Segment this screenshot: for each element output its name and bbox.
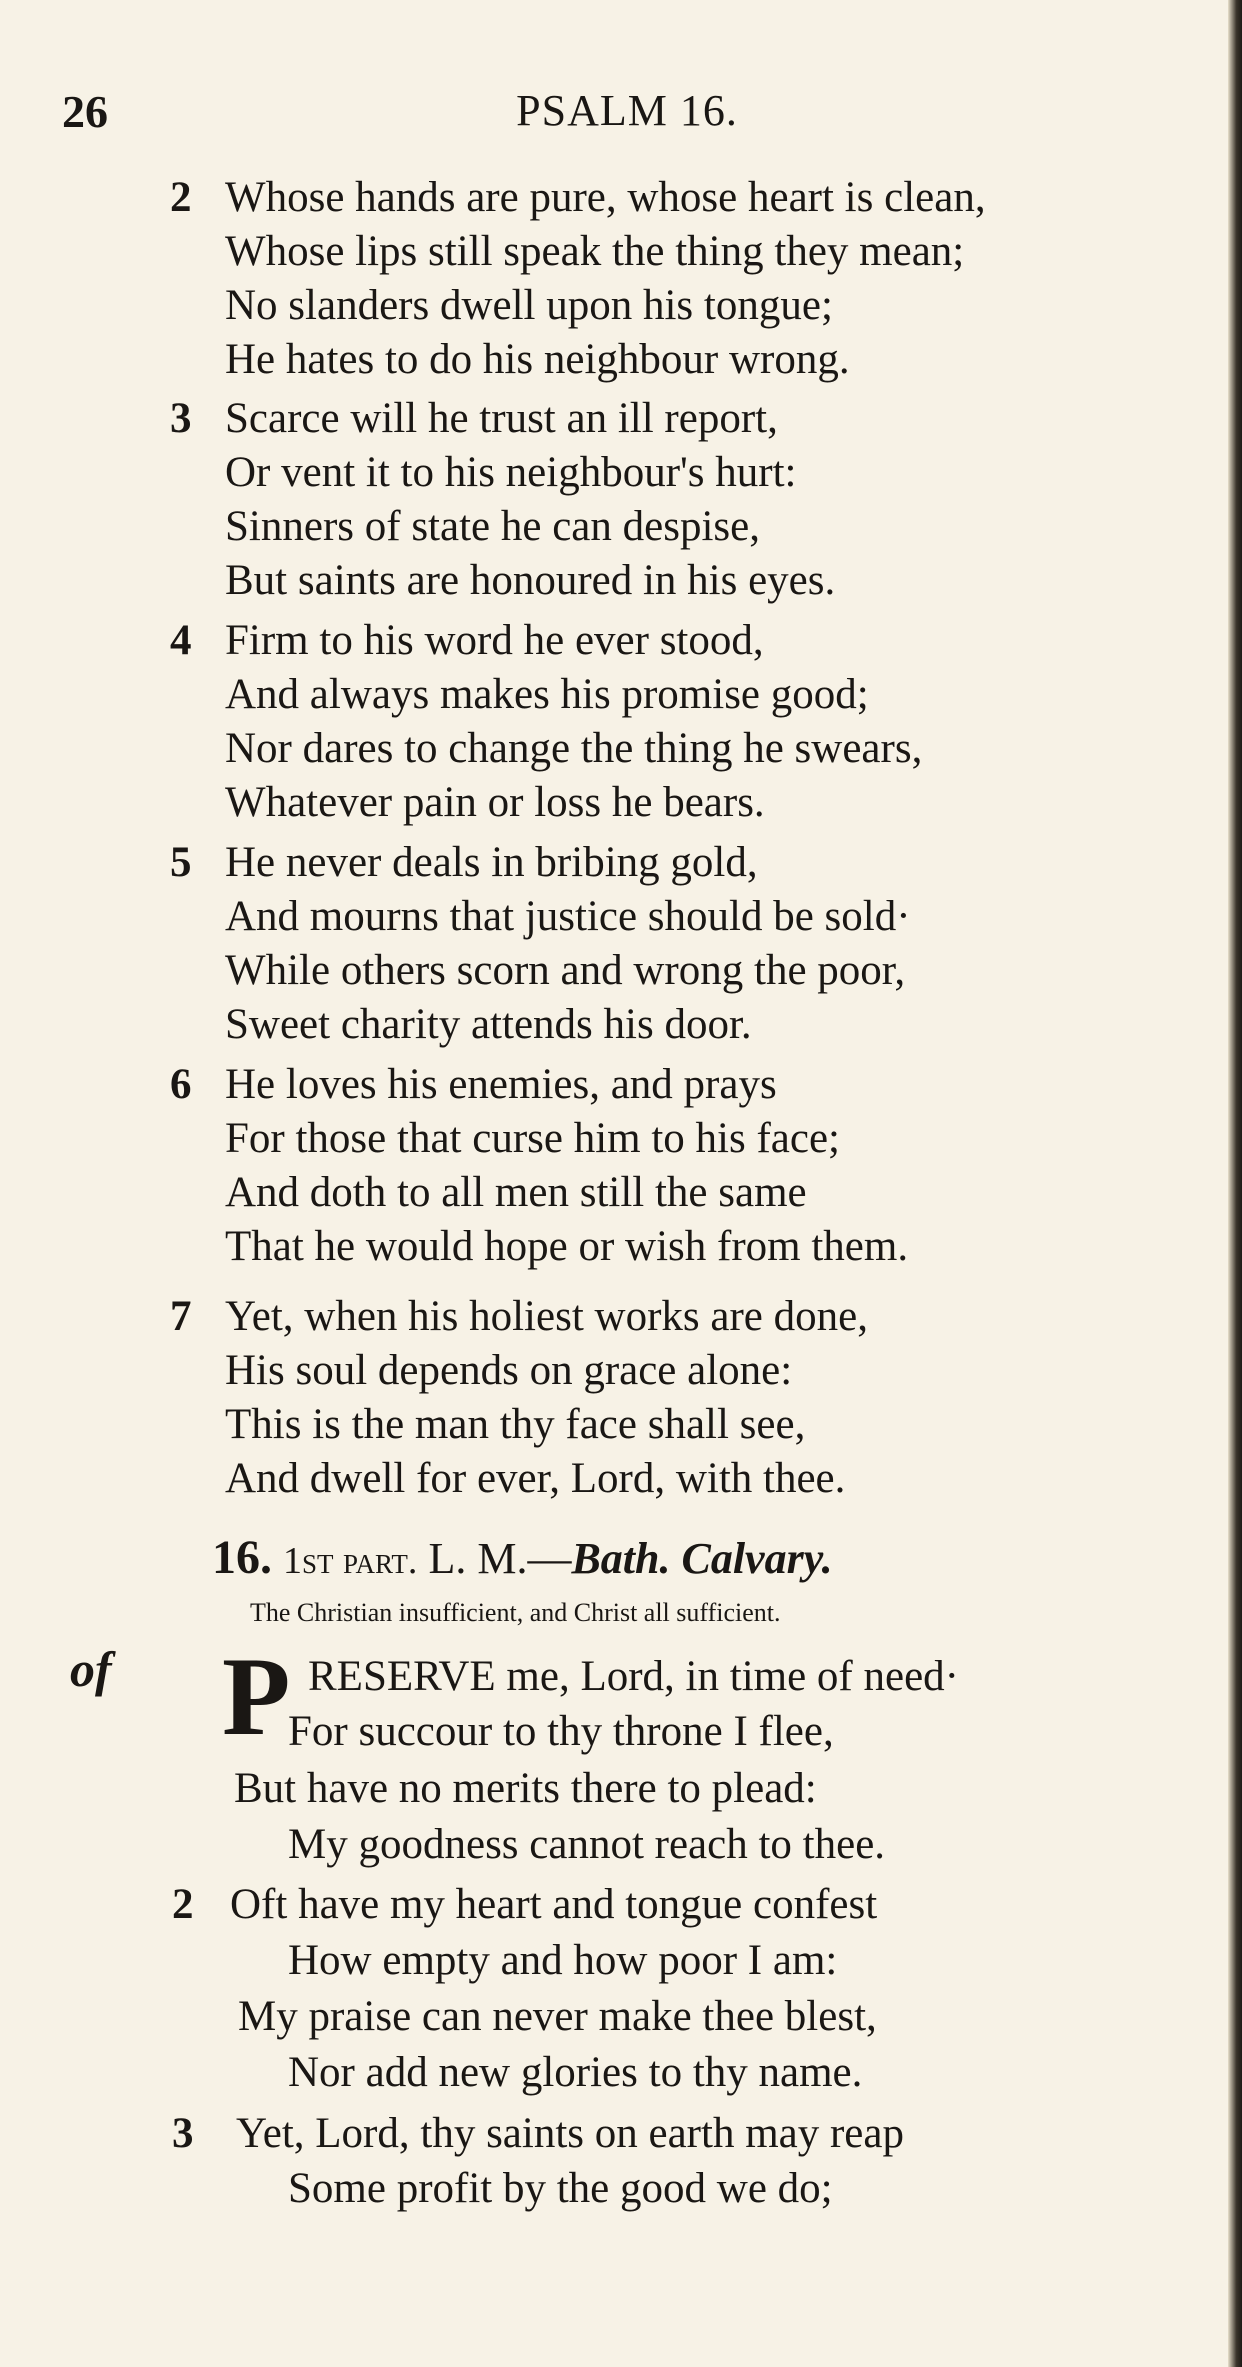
page-spine-edge [1228, 0, 1242, 2367]
verse-line: Yet, when his holiest works are done, [225, 1293, 868, 1340]
verse-line: But saints are honoured in his eyes. [225, 557, 836, 604]
verse-number: 4 [170, 617, 192, 664]
verse-line: Or vent it to his neighbour's hurt: [225, 449, 797, 496]
verse-line: That he would hope or wish from them. [225, 1223, 909, 1270]
hymn-line: Nor add new glories to thy name. [288, 2049, 863, 2096]
verse-number: 2 [172, 1881, 194, 1928]
hymn-heading [212, 1528, 833, 1591]
hymn-line: My goodness cannot reach to thee. [288, 1821, 886, 1868]
page-number: 26 [62, 86, 108, 137]
verse-number: 6 [170, 1061, 192, 1108]
margin-annotation: of [70, 1641, 112, 1697]
page-header [62, 85, 1192, 145]
verse-line: While others scorn and wrong the poor, [225, 947, 906, 994]
verse-line: He never deals in bribing gold, [225, 839, 758, 886]
verse-line: And doth to all men still the same [225, 1169, 807, 1216]
hymn-line: How empty and how poor I am: [288, 1937, 838, 1984]
hymn-line: My praise can never make thee blest, [238, 1993, 877, 2040]
hymn-line: Oft have my heart and tongue confest [230, 1881, 878, 1928]
verse-line: Firm to his word he ever stood, [225, 617, 764, 664]
hymn-meter: L. M.— [428, 1534, 572, 1583]
hymn-subtitle: The Christian insufficient, and Christ all sufficient. [250, 1598, 781, 1627]
hymn-line: Some profit by the good we do; [288, 2165, 833, 2212]
hymn-tunes: Bath. Calvary. [571, 1534, 833, 1583]
drop-cap: P [222, 1635, 291, 1759]
verse-line: And mourns that justice should be sold· [225, 893, 911, 940]
verse-line: He hates to do his neighbour wrong. [225, 336, 850, 383]
verse-number: 3 [170, 395, 192, 442]
verse-line: Whose hands are pure, whose heart is clean, [225, 174, 986, 221]
hymn-line: RESERVE me, Lord, in time of need· [308, 1653, 959, 1700]
verse-line: Whatever pain or loss he bears. [225, 779, 765, 826]
verse-line: And always makes his promise good; [225, 671, 869, 718]
verse-line: Whose lips still speak the thing they mean; [225, 228, 965, 275]
verse-line: Nor dares to change the thing he swears, [225, 725, 923, 772]
verse-line: Sweet charity attends his door. [225, 1001, 752, 1048]
verse-line: And dwell for ever, Lord, with thee. [225, 1455, 846, 1502]
verse-number: 2 [170, 174, 192, 221]
hymn-part: 1st part. [283, 1540, 418, 1582]
hymn-line: For succour to thy throne I flee, [288, 1708, 834, 1755]
verse-line: Scarce will he trust an ill report, [225, 395, 778, 442]
verse-line: For those that curse him to his face; [225, 1115, 840, 1162]
verse-line: Sinners of state he can despise, [225, 503, 760, 550]
verse-line: He loves his enemies, and prays [225, 1061, 777, 1108]
verse-number: 3 [172, 2110, 194, 2157]
verse-line: His soul depends on grace alone: [225, 1347, 793, 1394]
verse-number: 7 [170, 1293, 192, 1340]
verse-line: This is the man thy face shall see, [225, 1401, 806, 1448]
hymn-number: 16. [212, 1531, 272, 1584]
verse-number: 5 [170, 839, 192, 886]
verse-line: No slanders dwell upon his tongue; [225, 282, 833, 329]
hymn-line: But have no merits there to plead: [234, 1765, 817, 1812]
hymn-line: Yet, Lord, thy saints on earth may reap [236, 2110, 904, 2157]
running-head: PSALM 16. [516, 86, 738, 135]
